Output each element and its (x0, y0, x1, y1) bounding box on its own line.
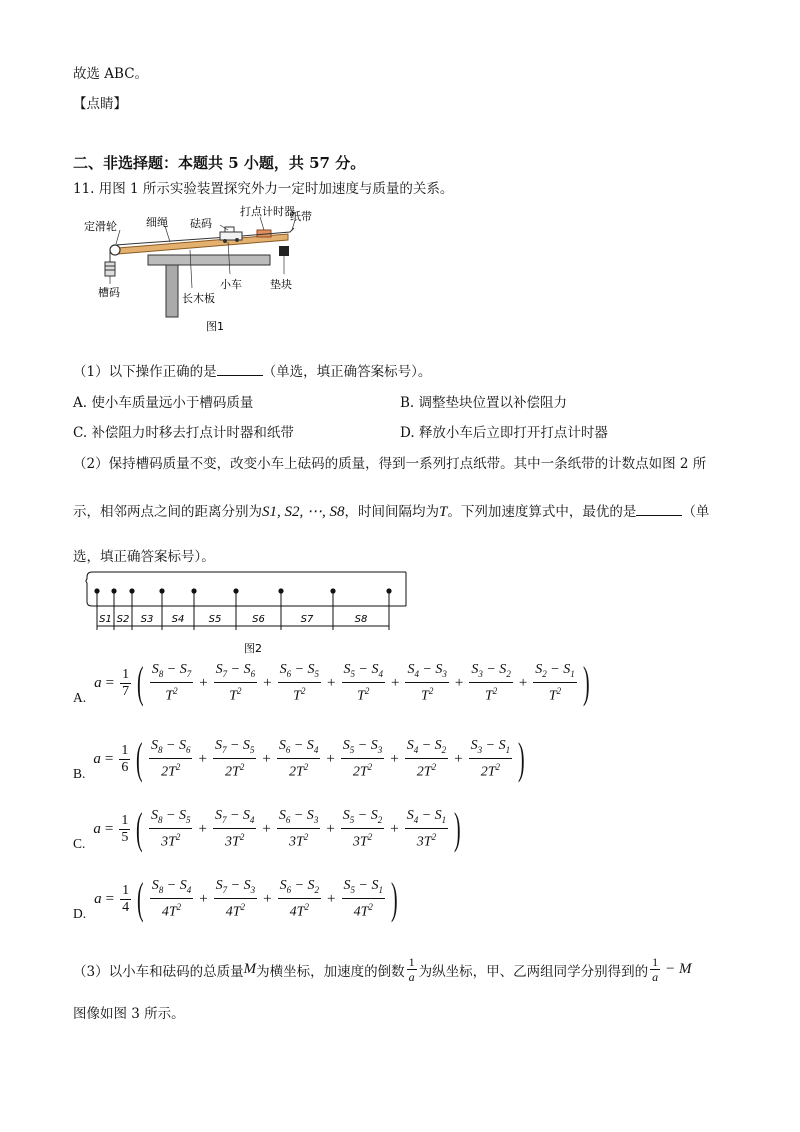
option-label: A. (73, 690, 87, 705)
part2-line2-d: （单 (682, 504, 710, 520)
difference-fraction: $\frac{S_4 - S_2}{2T^2}$ (406, 737, 447, 780)
formula: D. a = $\frac{1}{4}$ ( $\frac{S_8 - S_4}{4T^2}$ + $\frac{S_7 - S_3}{4T^2}$ + $\frac{S_6 - S_2}{4T^2}$ + $\frac{S_5 - S_1}{4T^2}$ ) (73, 874, 398, 923)
formula-option-b (73, 736, 529, 782)
part2-line3: 选，填正确答案标号）。 (73, 549, 215, 565)
difference-fraction: $\frac{S_8 - S_7}{T^2}$ (151, 661, 192, 704)
difference-fraction: $\frac{S_6 - S_2}{4T^2}$ (279, 877, 320, 920)
segment-label: S6 (252, 614, 265, 625)
var-t: T (439, 504, 448, 520)
option-label: D. (400, 425, 415, 441)
part1-prompt (73, 360, 431, 380)
option-text: 使小车质量远小于槽码质量 (91, 395, 254, 411)
figure-1-apparatus (80, 200, 330, 340)
part3-line1-c: 为纵坐标，甲、乙两组同学分别得到的 (418, 963, 649, 980)
difference-fraction: $\frac{S_7 - S_5}{2T^2}$ (214, 737, 255, 780)
difference-fraction: $\frac{S_6 - S_5}{T^2}$ (279, 661, 320, 704)
formula-option-c (73, 806, 465, 852)
segment-variables: S1, S2, ⋯, S8 (262, 504, 345, 520)
part3-line2: 图像如图 3 所示。 (73, 1006, 185, 1022)
difference-fraction: $\frac{S_8 - S_4}{4T^2}$ (151, 877, 192, 920)
difference-fraction: $\frac{S_5 - S_4}{T^2}$ (343, 661, 383, 704)
difference-fraction: $\frac{S_5 - S_2}{3T^2}$ (342, 807, 383, 850)
label-block: 垫块 (270, 278, 292, 291)
figure-1-caption: 图1 (206, 320, 224, 333)
part2-line1: （2）保持槽码质量不变，改变小车上砝码的质量，得到一系列打点纸带。其中一条纸带的计数点如图 2 所 (73, 456, 707, 472)
part1-option-d (400, 421, 608, 441)
answer-blank-2[interactable] (636, 502, 682, 516)
option-text: 调整垫块位置以补偿阻力 (418, 395, 568, 411)
label-tape: 纸带 (290, 210, 312, 223)
difference-fraction: $\frac{S_4 - S_1}{3T^2}$ (406, 807, 447, 850)
answer-blank-1[interactable] (217, 362, 263, 376)
part1-prompt-a: （1）以下操作正确的是 (73, 364, 217, 380)
segment-label: S8 (354, 614, 368, 625)
coefficient-fraction: $\frac{1}{7}$ (122, 666, 130, 699)
segment-label: S4 (171, 614, 185, 625)
formula-option-d (73, 876, 402, 922)
option-label: A. (73, 395, 88, 411)
part3-line1: （3）以小车和砝码的总质量 M 为横坐标，加速度的倒数 $\frac{1}{a}$ 为纵坐标，甲、乙两组同学分别得到的 $\frac{1}{a}$ − M (73, 955, 692, 984)
reciprocal-a-fraction: $\frac{1}{a}$ (408, 955, 415, 984)
part3-line1-b: 为横坐标，加速度的倒数 (256, 963, 405, 980)
difference-fraction: $\frac{S_7 - S_4}{3T^2}$ (214, 807, 255, 850)
label-rope: 细绳 (146, 216, 168, 229)
comment-label: 【点睛】 (73, 96, 127, 112)
part2-line2 (73, 500, 709, 521)
option-label: B. (73, 766, 86, 781)
segment-label: S1 (99, 614, 112, 625)
difference-fraction: $\frac{S_5 - S_1}{4T^2}$ (343, 877, 383, 920)
formula: B. a = $\frac{1}{6}$ ( $\frac{S_8 - S_6}{2T^2}$ + $\frac{S_7 - S_5}{2T^2}$ + $\frac{S_6 - S_4}{2T^2}$ + $\frac{S_5 - S_3}{2T^2}$ + $\frac{S_4 - S_2}{2T^2}$ + $\frac{S_3 - S_1}{2T^2}$ ) (73, 734, 525, 783)
difference-fraction: $\frac{S_2 - S_1}{T^2}$ (535, 661, 575, 704)
label-weight: 砝码 (190, 217, 212, 230)
option-label: D. (73, 906, 87, 921)
part3-line1-a: （3）以小车和砝码的总质量 (73, 963, 244, 980)
coefficient-fraction: $\frac{1}{5}$ (121, 812, 129, 845)
part2-line2-a: 示，相邻两点之间的距离分别为 (73, 504, 262, 520)
difference-fraction: $\frac{S_4 - S_3}{T^2}$ (407, 661, 447, 704)
part1-option-c (73, 421, 294, 441)
difference-fraction: $\frac{S_7 - S_6}{T^2}$ (215, 661, 256, 704)
formula-option-a (73, 660, 593, 706)
label-cart: 小车 (220, 278, 242, 291)
formula: C. a = $\frac{1}{5}$ ( $\frac{S_8 - S_5}{3T^2}$ + $\frac{S_7 - S_4}{3T^2}$ + $\frac{S_6 - S_3}{3T^2}$ + $\frac{S_5 - S_2}{3T^2}$ + $\frac{S_4 - S_1}{3T^2}$ ) (73, 804, 461, 853)
difference-fraction: $\frac{S_6 - S_4}{2T^2}$ (278, 737, 319, 780)
segment-label: S2 (116, 614, 130, 625)
reciprocal-a-fraction-2: $\frac{1}{a}$ (652, 955, 659, 984)
part1-option-b (400, 391, 567, 411)
label-pulley: 定滑轮 (84, 220, 117, 233)
part2-line2-b: ，时间间隔均为 (344, 504, 439, 520)
var-m: M (243, 961, 257, 977)
difference-fraction: $\frac{S_3 - S_2}{T^2}$ (471, 661, 511, 704)
coefficient-fraction: $\frac{1}{6}$ (121, 742, 129, 775)
option-text: 补偿阻力时移去打点计时器和纸带 (91, 425, 294, 441)
option-label: B. (400, 395, 415, 411)
difference-fraction: $\frac{S_5 - S_3}{2T^2}$ (342, 737, 383, 780)
segment-label: S3 (140, 614, 154, 625)
part1-option-a (73, 391, 253, 411)
difference-fraction: $\frac{S_3 - S_1}{2T^2}$ (470, 737, 511, 780)
label-board: 长木板 (182, 292, 215, 305)
label-hook-weight: 槽码 (98, 286, 120, 299)
difference-fraction: $\frac{S_8 - S_6}{2T^2}$ (151, 737, 191, 780)
difference-fraction: $\frac{S_6 - S_3}{3T^2}$ (278, 807, 319, 850)
difference-fraction: $\frac{S_7 - S_3}{4T^2}$ (215, 877, 256, 920)
option-text: 释放小车后立即打开打点计时器 (418, 425, 608, 441)
label-timer: 打点计时器 (240, 205, 295, 218)
difference-fraction: $\frac{S_8 - S_5}{3T^2}$ (151, 807, 191, 850)
question-stem: 11. 用图 1 所示实验装置探究外力一定时加速度与质量的关系。 (73, 181, 454, 197)
part1-prompt-b: （单选，填正确答案标号）。 (262, 364, 432, 380)
section-title: 二、非选择题：本题共 5 小题，共 57 分。 (73, 154, 366, 172)
formula: A. a = $\frac{1}{7}$ ( $\frac{S_8 - S_7}{T^2}$ + $\frac{S_7 - S_6}{T^2}$ + $\frac{S_6 - S_5}{T^2}$ + $\frac{S_5 - S_4}{T^2}$ + $\frac{S_4 - S_3}{T^2}$ + $\frac{S_3 - S_2}{T^2}$ + $\frac{S_2 - S_1}{T^2}$ ) (73, 658, 590, 707)
answer-line: 故选 ABC。 (73, 66, 149, 82)
segment-label: S5 (208, 614, 222, 625)
part2-line2-c: 。下列加速度算式中，最优的是 (447, 504, 637, 520)
segment-label: S7 (300, 614, 314, 625)
coefficient-fraction: $\frac{1}{4}$ (122, 882, 130, 915)
option-label: C. (73, 425, 88, 441)
figure-2-caption: 图2 (244, 642, 262, 655)
figure-2-tape (84, 568, 414, 658)
option-label: C. (73, 836, 86, 851)
tape-marks (94, 588, 391, 630)
